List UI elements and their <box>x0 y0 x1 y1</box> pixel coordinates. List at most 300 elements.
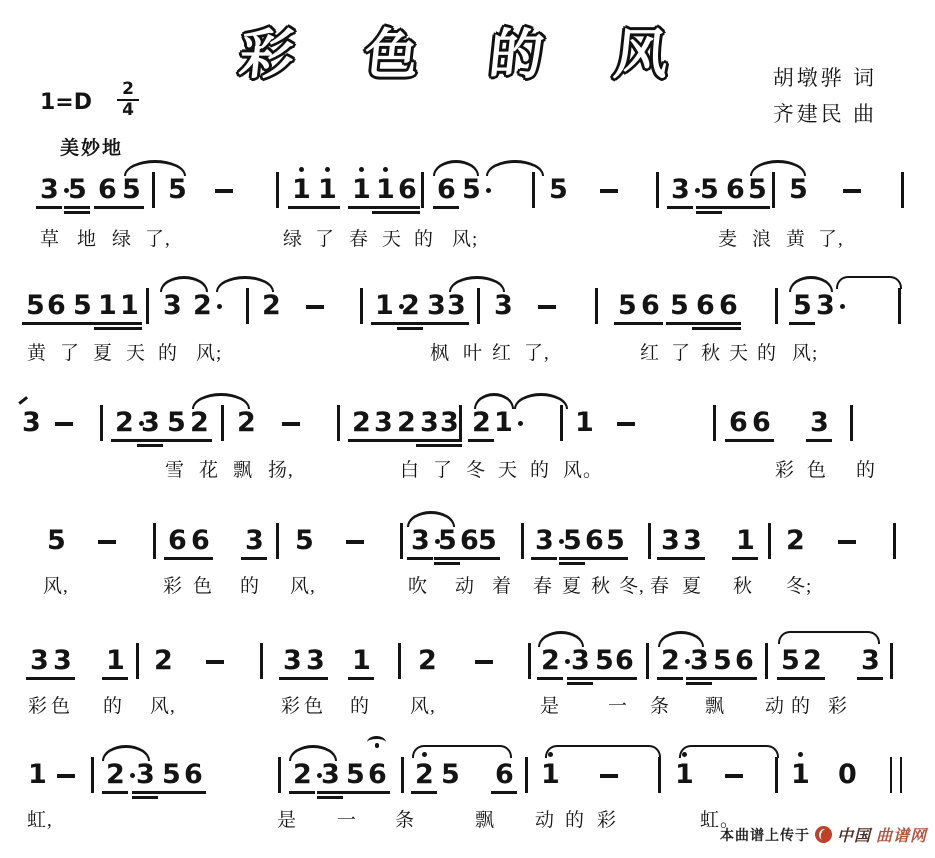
note: 3 <box>661 527 679 555</box>
lyric-syllable: 的 <box>791 696 812 717</box>
barline <box>398 643 401 679</box>
lyric-syllable: 春 <box>533 576 554 597</box>
song-title: 彩 色 的 风 <box>236 23 698 86</box>
lyric-syllable: 虹。 <box>700 810 741 831</box>
beam-underline <box>637 322 663 325</box>
lyric-syllable: 草 <box>40 229 61 250</box>
beam-underline <box>36 206 62 209</box>
lyric-syllable: 色 <box>193 576 214 597</box>
note: 3 <box>163 290 182 321</box>
beam-underline <box>394 211 420 214</box>
note: 1 <box>28 759 47 790</box>
slur-tie-arc <box>514 393 568 409</box>
note: 5 <box>162 761 180 789</box>
lyric-syllable: 动 <box>765 696 786 717</box>
slur-tie-arc <box>289 745 337 761</box>
beam-underline <box>111 439 137 442</box>
lyric-syllable: 风, <box>290 576 316 597</box>
slur-tie-arc <box>836 276 902 289</box>
note: 5 <box>670 292 688 320</box>
note: 6 <box>729 409 747 437</box>
beam-underline <box>102 791 128 794</box>
lyric-syllable: 了 <box>315 229 336 250</box>
note: 0 <box>838 759 857 790</box>
note: 2 <box>115 409 133 437</box>
lyric-syllable: 色 <box>304 696 325 717</box>
barline <box>772 172 775 208</box>
duration-dash <box>57 774 75 778</box>
note: 3 <box>283 647 301 675</box>
fermata-icon <box>367 736 386 749</box>
slur-tie-arc <box>124 160 186 176</box>
beam-underline <box>186 439 212 442</box>
duration-dash <box>725 774 743 778</box>
duration-dot <box>518 421 523 426</box>
duration-dash <box>475 660 493 664</box>
beam-underline <box>43 322 69 325</box>
barline <box>893 523 896 559</box>
duration-dash <box>346 540 364 544</box>
duration-dot <box>565 659 570 664</box>
watermark-footer <box>720 823 927 846</box>
beam-underline <box>433 206 459 209</box>
beam-underline <box>64 211 90 214</box>
lyric-syllable: 的 <box>757 343 778 364</box>
note: 2 <box>190 409 208 437</box>
lyric-syllable: 彩 <box>281 696 302 717</box>
barline <box>521 523 524 559</box>
barline <box>477 288 480 324</box>
note: 5 <box>441 759 460 790</box>
record-circle-icon <box>815 826 832 843</box>
note: 2 <box>106 761 124 789</box>
note: 6 <box>184 761 202 789</box>
note: 5 <box>789 174 808 205</box>
note: 2 <box>262 290 281 321</box>
lyric-syllable: 彩 <box>163 576 184 597</box>
barline <box>152 172 155 208</box>
barline <box>713 405 716 441</box>
barline <box>901 172 904 208</box>
slur-tie-arc <box>750 160 806 176</box>
beam-underline <box>364 791 390 794</box>
beam-underline <box>348 677 374 680</box>
beam-underline <box>397 327 423 330</box>
beam-underline <box>314 206 340 209</box>
lyric-syllable: 夏 <box>682 576 703 597</box>
lyric-syllable: 了 <box>60 343 81 364</box>
credits-block <box>773 60 877 132</box>
beam-underline <box>241 557 267 560</box>
note: 3 <box>420 409 438 437</box>
composer-credit: 齐建民 曲 <box>772 102 877 126</box>
note: 5 <box>462 176 480 204</box>
lyric-syllable: 黄 <box>786 229 807 250</box>
duration-dash <box>600 774 618 778</box>
note: 6 <box>168 527 186 555</box>
slur-tie-arc <box>486 160 544 176</box>
slur-tie-arc <box>474 393 514 409</box>
note: 6 <box>460 527 478 555</box>
beam-underline <box>686 682 712 685</box>
lyric-syllable: 绿 <box>283 229 304 250</box>
note: 6 <box>368 761 386 789</box>
slur-tie-arc <box>658 631 704 647</box>
note: 3 <box>816 292 834 320</box>
slur-tie-arc <box>789 276 833 292</box>
beam-underline <box>397 322 423 325</box>
lyric-syllable: 的 <box>103 696 124 717</box>
lyric-syllable: 彩 <box>828 696 849 717</box>
note: 2 <box>472 409 490 437</box>
lyric-syllable: 夏 <box>562 576 583 597</box>
note: 2 <box>154 645 173 676</box>
note: 6 <box>752 409 770 437</box>
duration-dash <box>215 189 233 193</box>
note: 6 <box>98 176 116 204</box>
lyric-syllable: 秋 <box>701 343 722 364</box>
lyric-syllable: 风, <box>150 696 176 717</box>
note: 5 <box>168 174 187 205</box>
beam-underline <box>371 322 397 325</box>
barline <box>91 757 94 793</box>
lyric-syllable: 飘 <box>705 696 726 717</box>
note: 1 <box>292 176 310 204</box>
barline <box>525 757 528 793</box>
beam-underline <box>436 444 462 447</box>
note: 3 <box>671 176 689 204</box>
lyric-syllable: 一 <box>608 696 629 717</box>
lyric-syllable: 的 <box>350 696 371 717</box>
beam-underline <box>411 791 437 794</box>
beam-underline <box>317 796 343 799</box>
note: 2 <box>803 647 821 675</box>
tie-end-mark <box>18 396 27 404</box>
lyric-syllable: 麦 <box>718 229 739 250</box>
lyric-syllable: 的 <box>240 576 261 597</box>
beam-underline <box>407 557 433 560</box>
lyric-syllable: 秋 <box>591 576 612 597</box>
duration-dash <box>282 422 300 426</box>
note: 3 <box>40 176 58 204</box>
lyric-syllable: 花 <box>199 460 220 481</box>
note: 3 <box>861 647 879 675</box>
duration-dash <box>306 305 324 309</box>
note: 5 <box>606 527 624 555</box>
note: 3 <box>411 527 429 555</box>
lyric-syllable: 冬 <box>466 460 487 481</box>
beam-underline <box>443 322 469 325</box>
note: 2 <box>401 292 419 320</box>
beam-underline <box>132 796 158 799</box>
barline <box>136 643 139 679</box>
note: 5 <box>618 292 636 320</box>
barline <box>459 405 462 441</box>
lyric-syllable: 条 <box>395 810 416 831</box>
slur-tie-arc <box>216 276 274 292</box>
lyric-syllable: 一 <box>337 810 358 831</box>
slur-tie-arc <box>538 631 584 647</box>
duration-dash <box>55 422 73 426</box>
note: 5 <box>700 176 718 204</box>
lyric-syllable: 动 <box>455 576 476 597</box>
note: 3 <box>321 761 339 789</box>
slur-tie-arc <box>407 511 455 527</box>
note: 3 <box>306 647 324 675</box>
lyric-syllable: 条 <box>650 696 671 717</box>
note: 3 <box>427 292 445 320</box>
beam-underline <box>715 322 741 325</box>
note: 1 <box>352 176 370 204</box>
barline <box>260 643 263 679</box>
lyric-syllable: 风, <box>43 576 69 597</box>
note: 5 <box>26 292 44 320</box>
note: 6 <box>585 527 603 555</box>
barline <box>400 523 403 559</box>
slur-tie-arc <box>449 276 505 292</box>
note: 3 <box>571 647 589 675</box>
lyric-syllable: 冬, <box>619 576 645 597</box>
duration-dash <box>206 660 224 664</box>
beam-underline <box>696 206 722 209</box>
beam-underline <box>806 439 832 442</box>
beam-underline <box>531 557 557 560</box>
note: 6 <box>47 292 65 320</box>
note: 1 <box>318 176 336 204</box>
barline <box>658 757 661 793</box>
note: 1 <box>352 647 370 675</box>
beam-underline <box>288 206 314 209</box>
note: 6 <box>495 761 513 789</box>
note: 3 <box>683 527 701 555</box>
barline <box>276 172 279 208</box>
note: 6 <box>191 527 209 555</box>
note: 2 <box>418 645 437 676</box>
lyric-syllable: 天 <box>126 343 147 364</box>
slur-tie-arc <box>778 631 880 644</box>
beam-underline <box>732 557 758 560</box>
barline <box>421 172 424 208</box>
beam-underline <box>49 677 75 680</box>
note: 1 <box>106 647 124 675</box>
barline <box>898 288 901 324</box>
lyric-syllable: 绿 <box>112 229 133 250</box>
lyric-syllable: 枫 <box>430 343 451 364</box>
note: 2 <box>193 292 211 320</box>
tempo-marking: 美妙地 <box>60 138 124 159</box>
lyric-syllable: 着 <box>492 576 513 597</box>
note: 5 <box>595 647 613 675</box>
lyric-syllable: 色 <box>51 696 72 717</box>
note: 3 <box>136 761 154 789</box>
note: 2 <box>415 761 433 789</box>
barline <box>221 405 224 441</box>
barline <box>528 643 531 679</box>
note: 1 <box>541 761 559 789</box>
octave-dot <box>325 167 330 172</box>
note: 2 <box>352 409 370 437</box>
lyric-syllable: 虹, <box>27 810 53 831</box>
note: 5 <box>563 527 581 555</box>
lyric-syllable: 风; <box>452 229 479 250</box>
slur-tie-arc <box>160 276 208 292</box>
note: 6 <box>641 292 659 320</box>
duration-dash <box>617 422 635 426</box>
octave-dot <box>798 752 803 757</box>
barline <box>890 643 893 679</box>
note: 6 <box>735 647 753 675</box>
note: 5 <box>167 409 185 437</box>
lyric-syllable: 白 <box>400 460 421 481</box>
note: 3 <box>141 409 159 437</box>
note: 1 <box>675 761 693 789</box>
lyric-syllable: 彩 <box>775 460 796 481</box>
duration-dot <box>130 773 135 778</box>
beam-underline <box>611 677 637 680</box>
lyric-syllable: 的 <box>565 810 586 831</box>
note: 5 <box>295 525 314 556</box>
beam-underline <box>132 791 158 794</box>
barline <box>765 643 768 679</box>
note: 1 <box>120 292 138 320</box>
slur-tie-arc <box>102 745 150 761</box>
lyric-syllable: 了, <box>524 343 550 364</box>
beam-underline <box>696 211 722 214</box>
note: 1 <box>791 761 809 789</box>
barline <box>768 523 771 559</box>
barline <box>153 523 156 559</box>
beam-underline <box>69 322 95 325</box>
note: 3 <box>53 647 71 675</box>
barline <box>146 288 149 324</box>
lyric-syllable: 了, <box>145 229 171 250</box>
lyric-syllable: 天 <box>729 343 750 364</box>
note: 6 <box>437 176 455 204</box>
time-signature-numerator: 2 <box>117 80 139 101</box>
lyric-syllable: 天 <box>498 460 519 481</box>
beam-underline <box>94 206 120 209</box>
beam-underline <box>537 677 563 680</box>
lyric-syllable: 飘 <box>475 810 496 831</box>
beam-underline <box>666 322 692 325</box>
duration-dot <box>217 304 222 309</box>
beam-underline <box>748 439 774 442</box>
octave-dot <box>383 167 388 172</box>
lyric-syllable: 黄 <box>27 343 48 364</box>
beam-underline <box>317 791 343 794</box>
lyric-syllable: 了, <box>818 229 844 250</box>
beam-underline <box>302 677 328 680</box>
time-signature-denominator: 4 <box>122 100 134 120</box>
barline <box>401 757 404 793</box>
beam-underline <box>602 557 628 560</box>
beam-underline <box>102 677 128 680</box>
note: 3 <box>494 290 513 321</box>
duration-dot <box>840 304 845 309</box>
lyric-syllable: 风。 <box>563 460 604 481</box>
duration-dash <box>843 189 861 193</box>
slur-tie-arc <box>679 745 779 758</box>
duration-dash <box>838 540 856 544</box>
note: 2 <box>293 761 311 789</box>
beam-underline <box>799 677 825 680</box>
note: 6 <box>615 647 633 675</box>
note: 5 <box>478 527 496 555</box>
final-barline <box>890 757 902 793</box>
note: 5 <box>793 292 811 320</box>
note: 5 <box>713 647 731 675</box>
lyric-syllable: 冬; <box>786 576 813 597</box>
beam-underline <box>667 206 693 209</box>
beam-underline <box>187 557 213 560</box>
note: 6 <box>696 292 714 320</box>
upload-label: 本曲谱上传于 <box>719 827 810 844</box>
note: 5 <box>68 176 86 204</box>
note: 3 <box>690 647 708 675</box>
beam-underline <box>348 206 374 209</box>
note: 3 <box>245 527 263 555</box>
lyric-syllable: 的 <box>530 460 551 481</box>
lyric-syllable: 色 <box>807 460 828 481</box>
lyricist-credit: 胡墩骅 词 <box>772 66 877 90</box>
octave-dot <box>299 167 304 172</box>
barline <box>100 405 103 441</box>
lyric-syllable: 地 <box>77 229 98 250</box>
beam-underline <box>679 557 705 560</box>
barline <box>775 757 778 793</box>
lyric-syllable: 的 <box>158 343 179 364</box>
slur-tie-arc <box>433 160 479 176</box>
barline <box>532 172 535 208</box>
lyric-syllable: 是 <box>277 810 298 831</box>
beam-underline <box>180 791 206 794</box>
note: 3 <box>30 647 48 675</box>
lyric-syllable: 红 <box>492 343 513 364</box>
note: 1 <box>376 176 394 204</box>
lyric-syllable: 叶 <box>463 343 484 364</box>
lyric-syllable: 浪 <box>752 229 773 250</box>
note: 1 <box>494 409 512 437</box>
barline <box>278 757 281 793</box>
note: 3 <box>374 409 392 437</box>
lyric-syllable: 风; <box>792 343 819 364</box>
note: 2 <box>661 647 679 675</box>
lyric-syllable: 夏 <box>93 343 114 364</box>
barline <box>560 405 563 441</box>
barline <box>246 288 249 324</box>
lyric-syllable: 天 <box>382 229 403 250</box>
note: 3 <box>810 409 828 437</box>
beam-underline <box>789 322 815 325</box>
site-name-bold: 中国 <box>836 826 871 845</box>
beam-underline <box>394 206 420 209</box>
lyric-syllable: 彩 <box>597 810 618 831</box>
beam-underline <box>289 791 315 794</box>
note: 1 <box>98 292 116 320</box>
lyric-syllable: 飘 <box>233 460 254 481</box>
key-signature: 1=D <box>40 90 93 115</box>
beam-underline <box>116 327 142 330</box>
barline <box>360 288 363 324</box>
beam-underline <box>559 562 585 565</box>
note: 2 <box>541 647 559 675</box>
lyric-syllable: 是 <box>540 696 561 717</box>
lyric-syllable: 春 <box>650 576 671 597</box>
note: 3 <box>22 409 40 437</box>
duration-dash <box>98 540 116 544</box>
note: 5 <box>438 527 456 555</box>
note: 2 <box>786 525 805 556</box>
